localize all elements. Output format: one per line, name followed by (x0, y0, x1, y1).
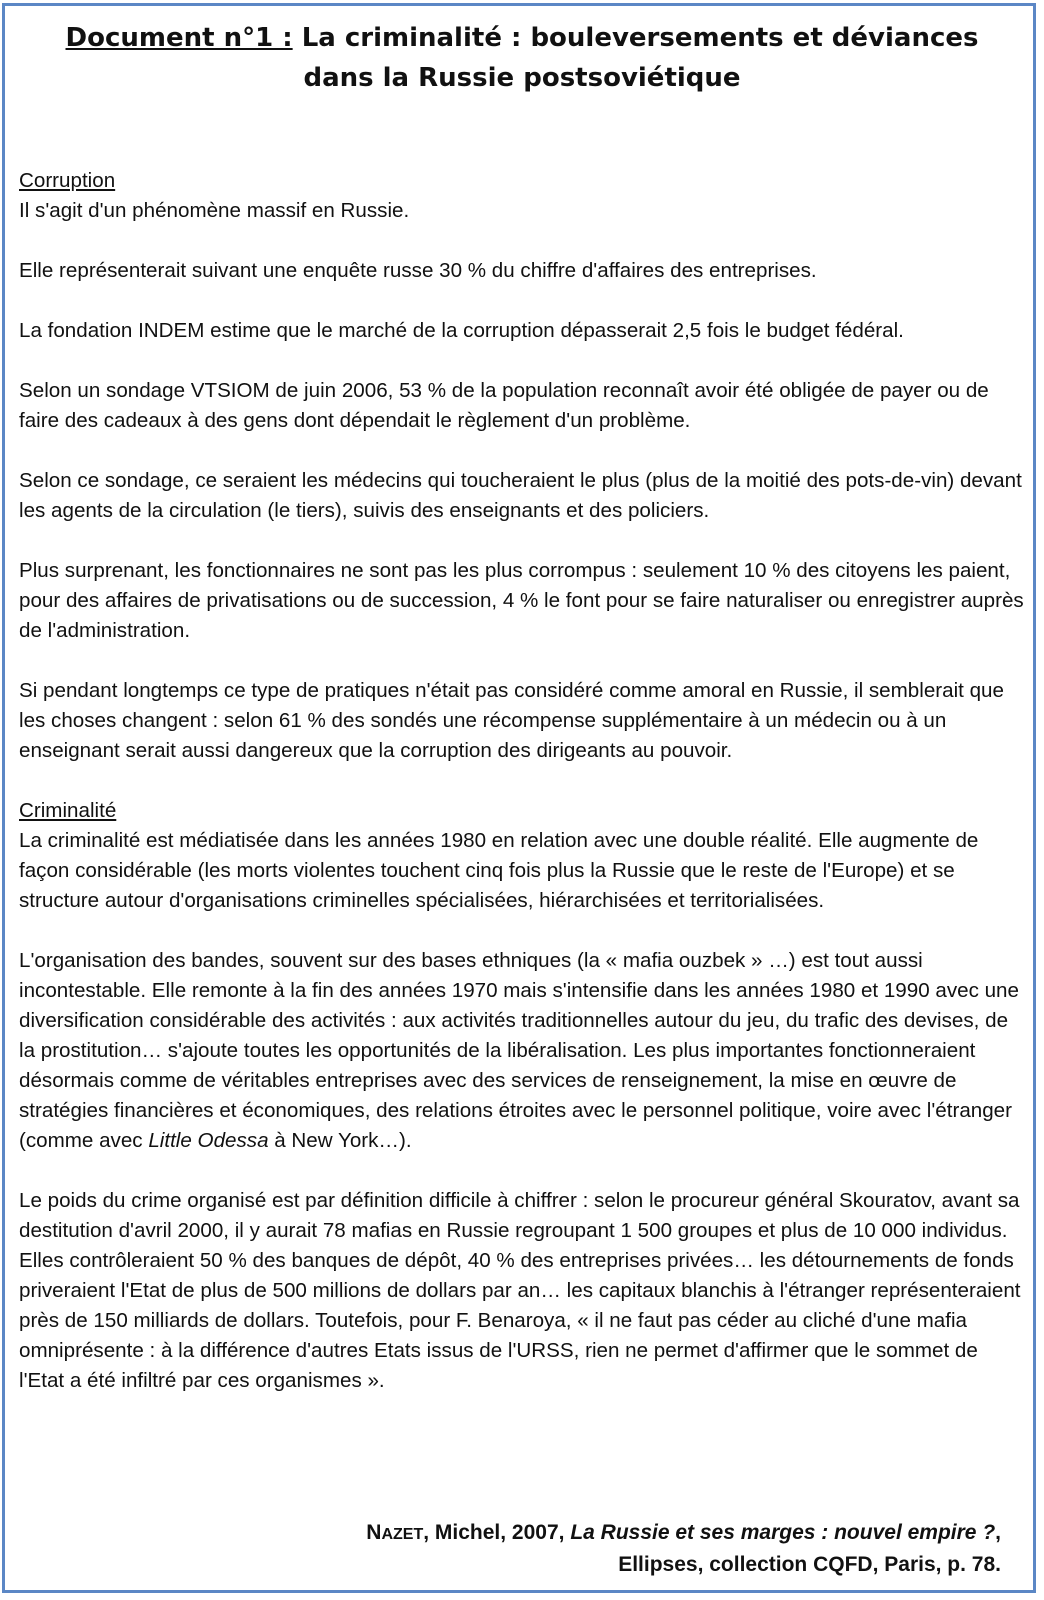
criminalite-paragraph (19, 946, 1025, 1156)
book-title: La Russie et ses marges : nouvel empire ? (570, 1521, 996, 1544)
criminalite-text: à New York…). (268, 1129, 412, 1152)
author-surname: AZET (381, 1526, 424, 1543)
little-odessa-italic: Little Odessa (148, 1129, 269, 1152)
corruption-paragraph: Si pendant longtemps ce type de pratiques n'était pas considéré comme amoral en Russie, il semblerait que les choses changent : selon 61 % des sondés une récompense supplémentaire à un médecin ou à un enseignant serait aussi dangereux que la corruption des dirigeants au pouvoir. (19, 679, 1004, 762)
title-text: La criminalité : bouleversements et déviances (292, 23, 979, 53)
document-frame (2, 3, 1036, 1593)
section-heading-corruption: Corruption (19, 169, 116, 192)
corruption-paragraph: La fondation INDEM estime que le marché de la corruption dépasserait 2,5 fois le budget fédéral. (19, 319, 904, 342)
corruption-paragraph: Selon ce sondage, ce seraient les médecins qui toucheraient le plus (plus de la moitié des pots-de-vin) devant les agents de la circulation (le tiers), suivis des enseignants et des policiers. (19, 469, 1022, 522)
source-citation (366, 1518, 1001, 1580)
citation-comma: , (995, 1521, 1001, 1544)
citation-line-1 (366, 1518, 1001, 1550)
section-heading-criminalite: Criminalité (19, 799, 117, 822)
author-given: , Michel, 2007, (423, 1521, 571, 1544)
corruption-paragraph: Selon un sondage VTSIOM de juin 2006, 53 % de la population reconnaît avoir été obligée de payer ou de faire des cadeaux à des gens dont dépendait le règlement d'un problème. (19, 379, 989, 432)
title-line-1 (5, 18, 1039, 58)
document-title (5, 18, 1039, 98)
document-label: Document n°1 : (65, 23, 293, 53)
criminalite-text: L'organisation des bandes, souvent sur des bases ethniques (la « mafia ouzbek » …) est tout aussi incontestable. Elle remonte à la fin des années 1970 mais s'intensifie dans les années 1980 et 1990 avec une diversification considérable des activités : aux activités traditionnelles autour du jeu, du trafic des devises, de la prostitution… s'ajoute toutes les opportunités de la libéralisation. Les plus importantes fonctionneraient désormais comme de véritables entreprises avec des services de renseignement, la mise en œuvre de stratégies financières et économiques, des relations étroites avec le personnel politique, voire avec l'étranger (comme avec (19, 949, 1019, 1152)
criminalite-intro: La criminalité est médiatisée dans les années 1980 en relation avec une double réalité. Elle augmente de façon considérable (les morts violentes touchent cinq fois plus la Russie que le reste de l'Europe) et se structure autour d'organisations criminelles spécialisées, hiérarchisées et territorialisées. (19, 829, 979, 912)
corruption-intro: Il s'agit d'un phénomène massif en Russie. (19, 199, 410, 222)
document-body (19, 166, 1025, 1426)
corruption-paragraph: Elle représenterait suivant une enquête russe 30 % du chiffre d'affaires des entreprises. (19, 259, 817, 282)
title-line-2: dans la Russie postsoviétique (303, 63, 741, 93)
corruption-paragraph: Plus surprenant, les fonctionnaires ne sont pas les plus corrompus : seulement 10 % des citoyens les paient, pour des affaires de privatisations ou de succession, 4 % le font pour se faire naturaliser ou enregistrer auprès de l'administration. (19, 559, 1024, 642)
criminalite-paragraph: Le poids du crime organisé est par définition difficile à chiffrer : selon le procureur général Skouratov, avant sa destitution d'avril 2000, il y aurait 78 mafias en Russie regroupant 1 500 groupes et plus de 10 000 individus. Elles contrôleraient 50 % des banques de dépôt, 40 % des entreprises privées… les détournements de fonds priveraient l'Etat de plus de 500 millions de dollars par an… les capitaux blanchis à l'étranger représenteraient près de 150 milliards de dollars. Toutefois, pour F. Benaroya, « il ne faut pas céder au cliché d'une mafia omniprésente : à la différence d'autres Etats issus de l'URSS, rien ne permet d'affirmer que le sommet de l'Etat a été infiltré par ces organismes ». (19, 1189, 1021, 1392)
citation-line-2: Ellipses, collection CQFD, Paris, p. 78. (618, 1553, 1001, 1576)
author-initial: N (366, 1521, 382, 1544)
